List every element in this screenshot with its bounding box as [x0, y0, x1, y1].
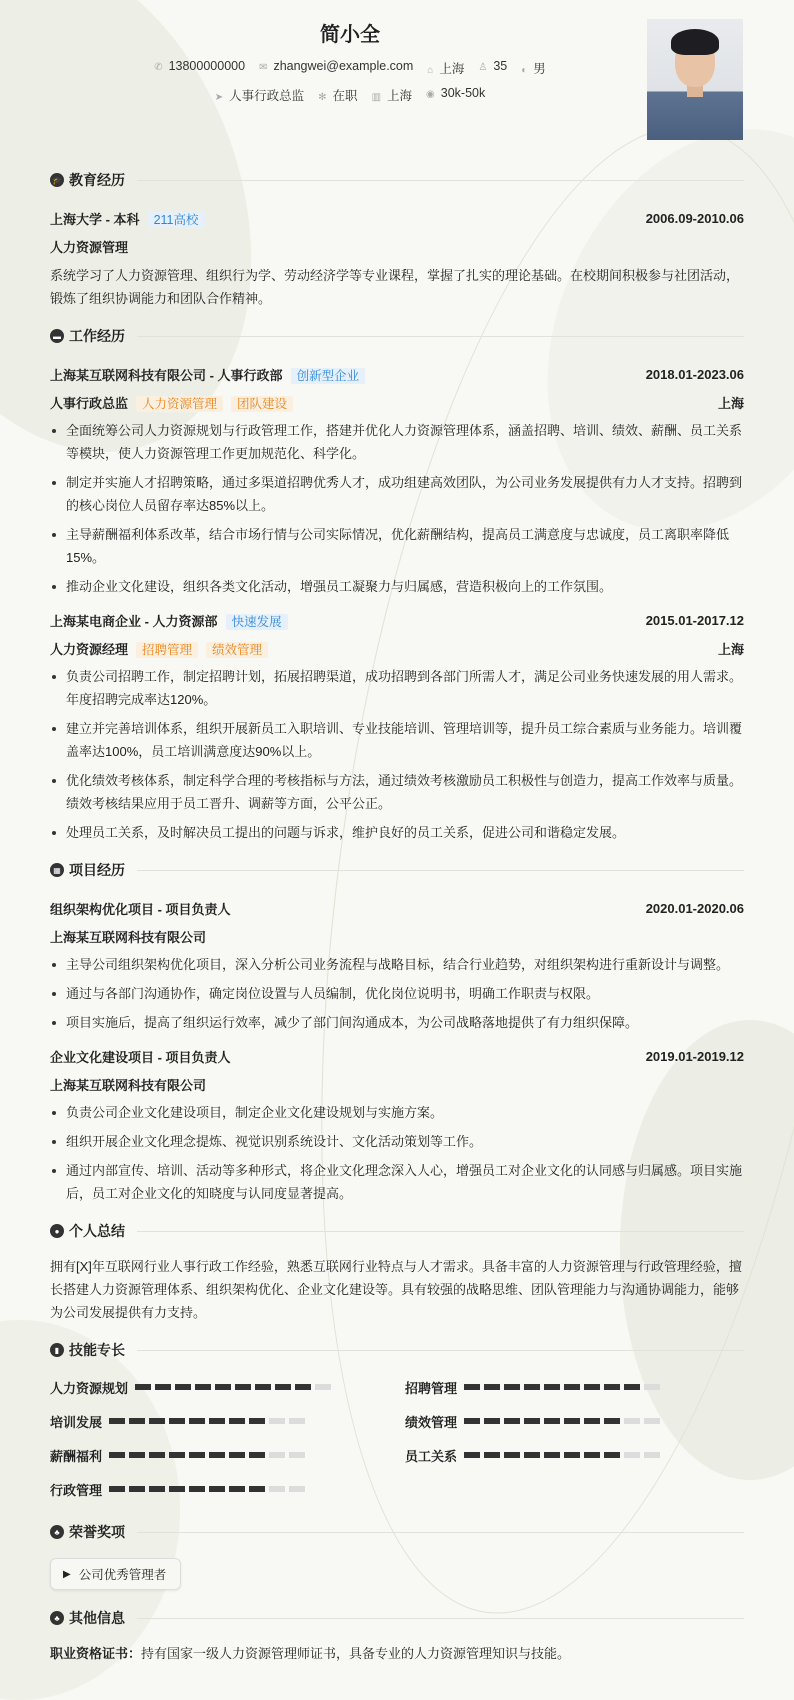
info-item: ▥ 上海 [371, 89, 413, 103]
info-item: ♙ 35 [478, 59, 508, 73]
info-item: ✻ 在职 [318, 89, 358, 103]
home-icon: ⌂ [427, 65, 434, 76]
skill-level-segment [464, 1452, 480, 1458]
candidate-name: 简小全 [320, 24, 380, 46]
phone-icon: ✆ [154, 62, 163, 73]
list-item: 推动企业文化建设，组织各类文化活动，增强员工凝聚力与归属感，营造积极向上的工作氛围。 [50, 575, 744, 598]
skill-level-segment [484, 1418, 500, 1424]
skill-level-segment [209, 1418, 225, 1424]
skill-level-segment [504, 1452, 520, 1458]
skill-level-segment [584, 1452, 600, 1458]
section-other: ♣ 其他信息 [50, 1606, 744, 1630]
skill-item: 行政管理 [50, 1476, 405, 1502]
skill-level-segment [275, 1384, 291, 1390]
job-intent-row [0, 86, 700, 104]
list-item: 建立并完善培训体系，组织开展新员工入职培训、专业技能培训、管理培训等，提升员工综合素质与业务能力。培训覆盖率达100%，员工培训满意度达90%以上。 [50, 717, 744, 763]
date: 2006.09-2010.06 [645, 210, 744, 226]
contact-row [0, 59, 700, 77]
skill-level-segment [644, 1452, 660, 1458]
skill-level-segment [249, 1486, 265, 1492]
skill-tag: 招聘管理 [136, 642, 198, 658]
salary-icon: ◉ [426, 89, 435, 100]
job-entry [50, 606, 744, 844]
project-name: 组织架构优化项目 - 项目负责人 [50, 901, 231, 917]
skill-level-segment [249, 1418, 265, 1424]
skill-level-segment [564, 1384, 580, 1390]
award-item: ▶ 公司优秀管理者 [50, 1558, 181, 1590]
skill-level-segment [584, 1384, 600, 1390]
position-icon: ➤ [214, 92, 224, 103]
major: 人力资源管理 [50, 239, 129, 255]
skill-level-segment [484, 1384, 500, 1390]
section-education: 🎓 教育经历 [50, 168, 744, 192]
section-projects: ▦ 项目经历 [50, 858, 744, 882]
skill-level-segment [109, 1486, 125, 1492]
skill-level-segment [229, 1418, 245, 1424]
skill-level-segment [229, 1452, 245, 1458]
info-icon: ♣ [50, 1611, 64, 1625]
list-item: 制定并实施人才招聘策略，通过多渠道招聘优秀人才，成功组建高效团队，为公司业务发展提供有力人才支持。招聘到的核心岗位人员留存率达85%以上。 [50, 471, 744, 517]
skill-level-segment [624, 1452, 640, 1458]
skill-level-segment [169, 1418, 185, 1424]
skill-level-segment [295, 1384, 311, 1390]
date: 2018.01-2023.06 [645, 366, 744, 382]
skill-level-segment [169, 1486, 185, 1492]
skill-level-segment [149, 1486, 165, 1492]
skill-tag: 绩效管理 [206, 642, 268, 658]
project-company: 上海某互联网科技有限公司 [50, 929, 207, 945]
skill-level-segment [289, 1486, 305, 1492]
skill-level-bar [464, 1452, 660, 1458]
skill-tag: 人力资源管理 [136, 396, 223, 412]
list-item: 项目实施后，提高了组织运行效率，减少了部门间沟通成本，为公司战略落地提供了有力组织保障。 [50, 1011, 744, 1034]
skill-item: 员工关系 [405, 1442, 744, 1468]
school: 上海大学 - 本科 [50, 211, 140, 227]
skill-level-segment [215, 1384, 231, 1390]
skill-level-segment [149, 1418, 165, 1424]
info-item: ✆ 13800000000 [154, 59, 246, 73]
list-item: 组织开展企业文化理念提炼、视觉识别系统设计、文化活动策划等工作。 [50, 1130, 744, 1153]
skill-level-segment [195, 1384, 211, 1390]
list-item: 处理员工关系，及时解决员工提出的问题与诉求，维护良好的员工关系，促进公司和谐稳定发展。 [50, 821, 744, 844]
skill-level-segment [484, 1452, 500, 1458]
info-item: ➤ 人事行政总监 [214, 89, 305, 103]
education-desc: 系统学习了人力资源管理、组织行为学、劳动经济学等专业课程，掌握了扎实的理论基础。在校期间积极参与社团活动，锻炼了组织协调能力和团队合作精神。 [50, 268, 740, 306]
skill-level-segment [235, 1384, 251, 1390]
skill-level-segment [644, 1418, 660, 1424]
award-icon: ♣ [50, 1525, 64, 1539]
other-info: 职业资格证书：持有国家一级人力资源管理师证书，具备专业的人力资源管理知识与技能。 [50, 1646, 571, 1661]
skill-level-segment [189, 1452, 205, 1458]
skill-level-segment [209, 1486, 225, 1492]
age-icon: ♙ [478, 62, 488, 73]
info-item: ◐ 男 [521, 62, 546, 76]
skill-item: 薪酬福利 [50, 1442, 405, 1468]
skill-level-bar [464, 1418, 660, 1424]
list-item: 优化绩效考核体系，制定科学合理的考核指标与方法，通过绩效考核激励员工积极性与创造力，提高工作效率与质量。绩效考核结果应用于员工晋升、调薪等方面，公平公正。 [50, 769, 744, 815]
date: 2019.01-2019.12 [645, 1048, 744, 1064]
company-tag: 创新型企业 [291, 368, 366, 384]
skill-level-bar [109, 1486, 305, 1492]
skill-level-segment [169, 1452, 185, 1458]
skill-level-segment [249, 1452, 265, 1458]
skill-level-segment [624, 1418, 640, 1424]
gender-icon: ◐ [521, 65, 528, 76]
skill-level-bar [135, 1384, 331, 1390]
list-item: 主导公司组织架构优化项目，深入分析公司业务流程与战略目标，结合行业趋势，对组织架构进行重新设计与调整。 [50, 953, 744, 976]
company: 上海某电商企业 - 人力资源部 [50, 613, 218, 629]
date: 2015.01-2017.12 [645, 612, 744, 628]
list-item: 通过与各部门沟通协作，确定岗位设置与人员编制，优化岗位说明书，明确工作职责与权限。 [50, 982, 744, 1005]
triangle-icon: ▶ [63, 1568, 71, 1580]
project-entry [50, 894, 744, 1034]
skill-level-segment [604, 1418, 620, 1424]
skill-level-segment [129, 1486, 145, 1492]
skill-level-segment [604, 1452, 620, 1458]
skill-level-segment [624, 1384, 640, 1390]
graduation-cap-icon: 🎓 [50, 173, 64, 187]
skill-level-segment [544, 1452, 560, 1458]
skill-level-segment [129, 1418, 145, 1424]
skill-level-segment [155, 1384, 171, 1390]
skill-level-segment [135, 1384, 151, 1390]
education-entry [50, 204, 744, 232]
skill-level-segment [129, 1452, 145, 1458]
city: 上海 [717, 641, 744, 657]
skill-level-segment [229, 1486, 245, 1492]
skill-item: 人力资源规划 [50, 1374, 405, 1400]
skill-level-segment [564, 1418, 580, 1424]
skill-level-segment [544, 1384, 560, 1390]
list-item: 通过内部宣传、培训、活动等多种形式，将企业文化理念深入人心，增强员工对企业文化的认同感与归属感。项目实施后，员工对企业文化的知晓度与认同度显著提高。 [50, 1159, 744, 1205]
company-tag: 快速发展 [226, 614, 288, 630]
section-skills: ▮ 技能专长 [50, 1338, 744, 1362]
skill-level-segment [289, 1452, 305, 1458]
city: 上海 [717, 395, 744, 411]
skill-level-segment [464, 1418, 480, 1424]
skill-level-segment [269, 1452, 285, 1458]
list-item: 负责公司招聘工作，制定招聘计划，拓展招聘渠道，成功招聘到各部门所需人才，满足公司业务快速发展的用人需求。年度招聘完成率达120%。 [50, 665, 744, 711]
company: 上海某互联网科技有限公司 - 人事行政部 [50, 367, 283, 383]
skill-level-segment [269, 1486, 285, 1492]
skill-level-segment [175, 1384, 191, 1390]
status-icon: ✻ [318, 92, 327, 103]
role: 人事行政总监 [50, 395, 129, 411]
chart-icon: ▮ [50, 1343, 64, 1357]
skill-level-segment [109, 1418, 125, 1424]
skill-level-segment [524, 1452, 540, 1458]
list-item: 主导薪酬福利体系改革，结合市场行情与公司实际情况，优化薪酬结构，提高员工满意度与忠诚度，员工离职率降低15%。 [50, 523, 744, 569]
skill-level-segment [644, 1384, 660, 1390]
profile-photo [647, 19, 743, 140]
skill-level-segment [604, 1384, 620, 1390]
section-summary: ● 个人总结 [50, 1219, 744, 1243]
info-item: ◉ 30k-50k [426, 86, 486, 100]
project-entry [50, 1042, 744, 1205]
info-item: ⌂ 上海 [427, 62, 465, 76]
skill-level-bar [109, 1418, 305, 1424]
summary-text: 拥有[X]年互联网行业人事行政工作经验，熟悉互联网行业特点与人才需求。具备丰富的人力资源管理与行政管理经验，擅长搭建人力资源管理体系、组织架构优化、企业文化建设等。具有较强的战略思维、团队管理能力与沟通协调能力，能够为公司发展提供有力支持。 [50, 1259, 742, 1320]
skill-item: 绩效管理 [405, 1408, 744, 1434]
school-tag: 211高校 [148, 212, 205, 228]
skill-level-segment [564, 1452, 580, 1458]
briefcase-icon: ▬ [50, 329, 64, 343]
skill-level-segment [315, 1384, 331, 1390]
skill-item: 招聘管理 [405, 1374, 744, 1400]
skill-item: 培训发展 [50, 1408, 405, 1434]
list-item: 负责公司企业文化建设项目，制定企业文化建设规划与实施方案。 [50, 1101, 744, 1124]
grid-icon: ▦ [50, 863, 64, 877]
skill-level-segment [289, 1418, 305, 1424]
user-icon: ● [50, 1224, 64, 1238]
mail-icon: ✉ [259, 62, 268, 73]
date: 2020.01-2020.06 [645, 900, 744, 916]
skill-level-segment [504, 1384, 520, 1390]
role: 人力资源经理 [50, 641, 129, 657]
skill-level-segment [189, 1486, 205, 1492]
skill-level-segment [189, 1418, 205, 1424]
skill-level-segment [109, 1452, 125, 1458]
job-entry [50, 360, 744, 598]
skill-level-segment [209, 1452, 225, 1458]
project-company: 上海某互联网科技有限公司 [50, 1077, 207, 1093]
info-item: ✉ zhangwei@example.com [259, 59, 414, 73]
skill-level-segment [255, 1384, 271, 1390]
skill-level-segment [524, 1384, 540, 1390]
skill-level-segment [504, 1418, 520, 1424]
project-name: 企业文化建设项目 - 项目负责人 [50, 1049, 231, 1065]
skill-level-bar [464, 1384, 660, 1390]
section-awards: ♣ 荣誉奖项 [50, 1520, 744, 1544]
skill-level-segment [524, 1418, 540, 1424]
skill-level-segment [464, 1384, 480, 1390]
building-icon: ▥ [371, 92, 382, 103]
section-work: ▬ 工作经历 [50, 324, 744, 348]
skill-level-segment [269, 1418, 285, 1424]
list-item: 全面统筹公司人力资源规划与行政管理工作，搭建并优化人力资源管理体系，涵盖招聘、培训、绩效、薪酬、员工关系等模块，使人力资源管理工作更加规范化、科学化。 [50, 419, 744, 465]
skill-level-bar [109, 1452, 305, 1458]
skill-level-segment [544, 1418, 560, 1424]
skill-level-segment [149, 1452, 165, 1458]
skill-tag: 团队建设 [231, 396, 293, 412]
skill-level-segment [584, 1418, 600, 1424]
